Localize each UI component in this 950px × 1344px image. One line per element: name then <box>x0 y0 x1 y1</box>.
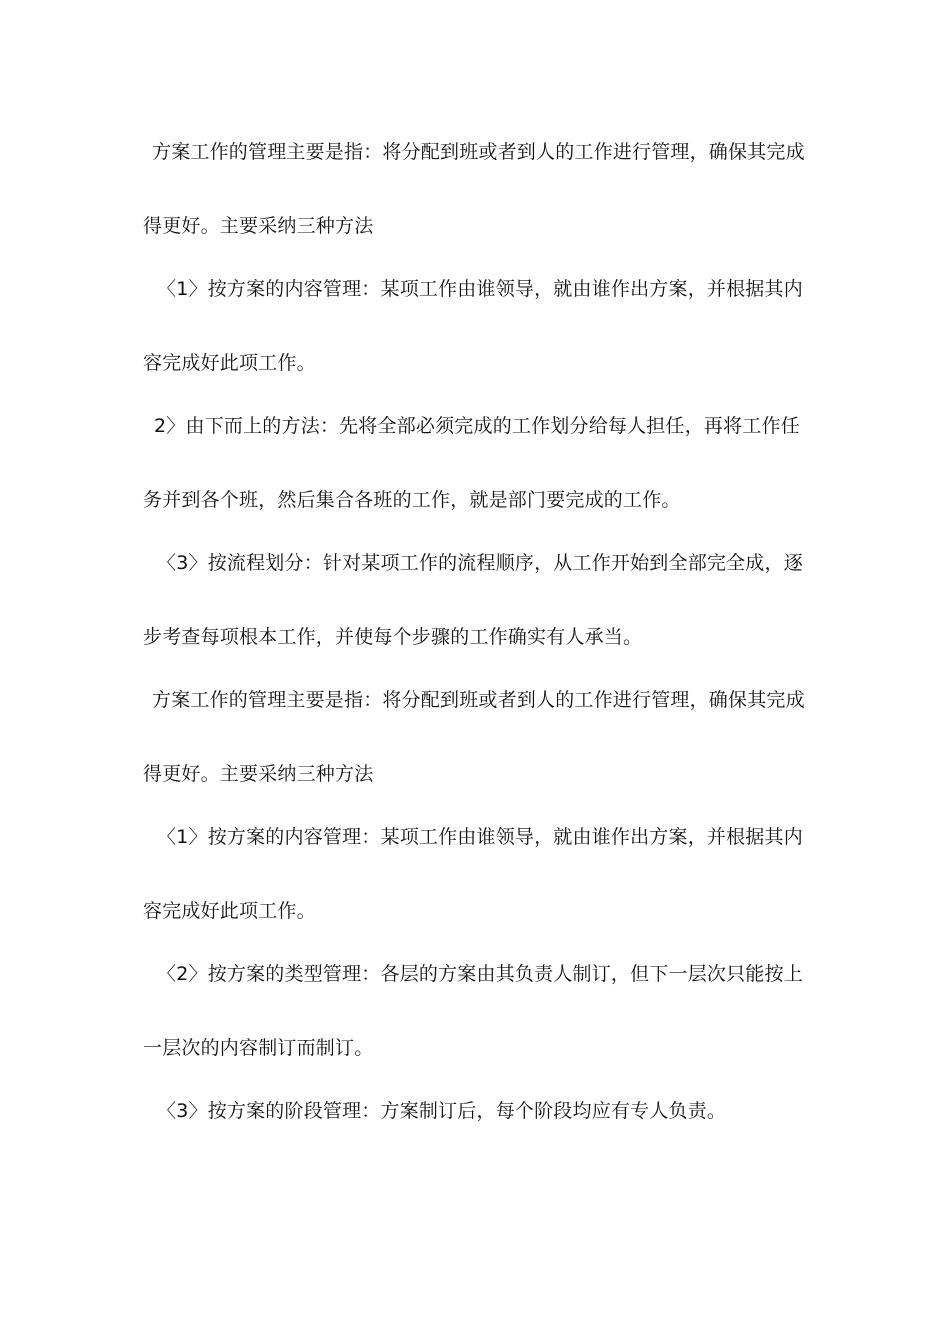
paragraph-line: 一层次的内容制订而制订。 <box>143 1037 374 1059</box>
list-item-line: 〈2〉按方案的类型管理：各层的方案由其负责人制订，但下一层次只能按上 <box>157 963 803 985</box>
paragraph-line: 方案工作的管理主要是指：将分配到班或者到人的工作进行管理，确保其完成 <box>152 689 805 711</box>
list-item-line: 〈1〉按方案的内容管理：某项工作由谁领导，就由谁作出方案，并根据其内 <box>157 278 803 300</box>
paragraph-line: 得更好。主要采纳三种方法 <box>143 215 374 237</box>
paragraph-line: 方案工作的管理主要是指：将分配到班或者到人的工作进行管理，确保其完成 <box>152 141 805 163</box>
list-item-line: 〈3〉按流程划分：针对某项工作的流程顺序，从工作开始到全部完全成，逐 <box>157 552 803 574</box>
paragraph-line: 务并到各个班，然后集合各班的工作，就是部门要完成的工作。 <box>143 489 681 511</box>
paragraph-line: 容完成好此项工作。 <box>143 352 316 374</box>
paragraph-line: 容完成好此项工作。 <box>143 900 316 922</box>
paragraph-line: 步考查每项根本工作，并使每个步骤的工作确实有人承当。 <box>143 626 643 648</box>
list-item-line: 〈3〉按方案的阶段管理：方案制订后，每个阶段均应有专人负责。 <box>157 1100 727 1122</box>
paragraph-line: 得更好。主要采纳三种方法 <box>143 763 374 785</box>
list-item-line: 2〉由下而上的方法：先将全部必须完成的工作划分给每人担任，再将工作任 <box>154 415 800 437</box>
list-item-line: 〈1〉按方案的内容管理：某项工作由谁领导，就由谁作出方案，并根据其内 <box>157 826 803 848</box>
